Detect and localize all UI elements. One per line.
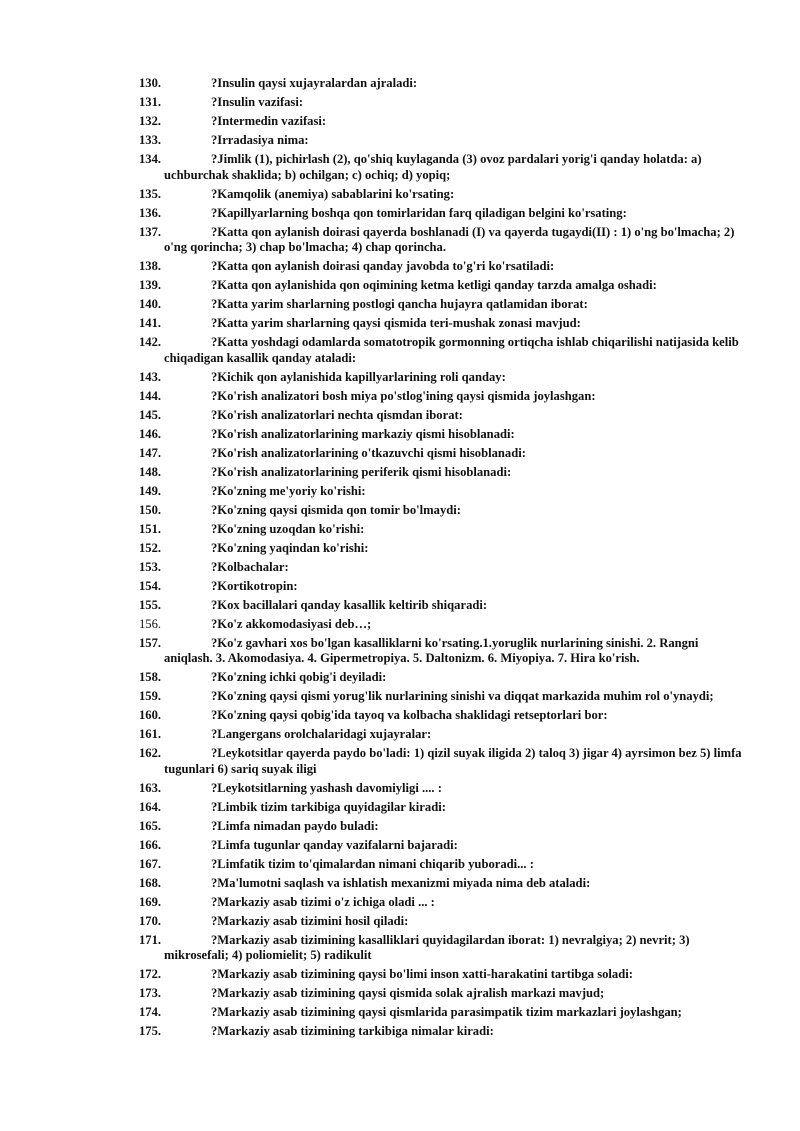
question-number: 168. — [139, 875, 162, 890]
question-text: ?Limfa tugunlar qanday vazifalarni bajaradi: — [211, 837, 458, 852]
question-item — [0, 206, 800, 222]
question-number: 173. — [139, 986, 162, 1000]
question-item — [0, 278, 800, 294]
question-text: ?Insulin qaysi xujayralardan ajraladi: — [211, 76, 418, 90]
question-text: ?Katta qon aylanish doirasi qayerda boshlanadi (I) va qayerda tugaydi(II) : 1) o'ng bo'lmacha; 2) o'ng qorincha; 3) chap bo'lmacha; 4) chap qorincha. — [164, 224, 735, 254]
question-item — [0, 389, 800, 405]
question-item — [0, 689, 800, 705]
question-text: ?Markaziy asab tizimining tarkibiga nimalar kiradi: — [211, 1024, 494, 1038]
question-text: ?Katta yoshdagi odamlarda somatotropik gormonning ortiqcha ishlab chiqarilishi natijasida kelib chiqadigan kasallik qanday ataladi: — [164, 335, 739, 365]
question-text: ?Kapillyarlarning boshqa qon tomirlaridan farq qiladigan belgini ko'rsating: — [211, 205, 627, 220]
question-item — [0, 152, 800, 183]
question-text: ?Markaziy asab tizimining qaysi qismida solak ajralish markazi mavjud; — [211, 986, 605, 1000]
question-item — [0, 522, 800, 538]
question-number: 136. — [139, 205, 162, 220]
question-item — [0, 76, 800, 92]
question-number: 148. — [139, 464, 162, 479]
question-item — [0, 1024, 800, 1040]
question-list — [0, 76, 800, 1043]
question-text: ?Leykotsitlarning yashash davomiyligi .... : — [211, 780, 442, 795]
question-text: ?Intermedin vazifasi: — [211, 114, 327, 128]
question-number: 161. — [139, 727, 162, 741]
question-item — [0, 335, 800, 366]
question-text: ?Kortikotropin: — [211, 578, 298, 593]
question-text: ?Ko'zning qaysi qobig'ida tayoq va kolbacha shaklidagi retseptorlari bor: — [211, 708, 608, 722]
question-text: ?Kichik qon aylanishida kapillyarlarining roli qanday: — [211, 369, 506, 384]
question-item — [0, 187, 800, 203]
question-text: ?Kolbachalar: — [211, 559, 289, 574]
question-item — [0, 446, 800, 462]
question-text: ?Katta qon aylanishida qon oqimining ketma ketligi qanday tarzda amalga oshadi: — [211, 278, 657, 292]
question-text: ?Ko'zning qaysi qismi yorug'lik nurlarining sinishi va diqqat markazida muhim rol o'ynaydi; — [211, 689, 714, 703]
question-item — [0, 857, 800, 873]
question-item — [0, 95, 800, 111]
question-number: 134. — [139, 152, 162, 166]
question-item — [0, 636, 800, 667]
question-number: 164. — [139, 799, 162, 814]
question-number: 133. — [139, 133, 162, 147]
question-number: 162. — [139, 746, 162, 760]
question-text: ?Irradasiya nima: — [211, 133, 309, 147]
question-item — [0, 408, 800, 424]
question-item — [0, 895, 800, 911]
question-item — [0, 297, 800, 313]
question-text: ?Ma'lumotni saqlash va ishlatish mexanizmi miyada nima deb ataladi: — [211, 875, 591, 890]
question-number: 172. — [139, 967, 162, 981]
question-number: 159. — [139, 689, 162, 703]
question-text: ?Kox bacillalari qanday kasallik keltirib shiqaradi: — [211, 597, 488, 612]
question-item — [0, 541, 800, 557]
question-number: 143. — [139, 369, 162, 384]
question-number: 130. — [139, 76, 162, 90]
question-number: 138. — [139, 259, 162, 273]
question-item — [0, 1005, 800, 1021]
question-text: ?Ko'zning qaysi qismida qon tomir bo'lmaydi: — [211, 502, 461, 517]
question-text: ?Katta yarim sharlarning postlogi qancha hujayra qatlamidan iborat: — [211, 297, 588, 311]
question-text: ?Insulin vazifasi: — [211, 95, 304, 109]
question-number: 157. — [139, 635, 162, 650]
question-number: 149. — [139, 483, 162, 498]
question-text: ?Ko'z akkomodasiyasi deb…; — [211, 616, 372, 631]
question-number: 140. — [139, 297, 162, 311]
question-item — [0, 427, 800, 443]
question-text: ?Ko'rish analizatorlarining periferik qismi hisoblanadi: — [211, 464, 512, 479]
question-item — [0, 484, 800, 500]
question-number: 155. — [139, 597, 162, 612]
question-item — [0, 503, 800, 519]
question-item — [0, 819, 800, 835]
question-text: ?Ko'rish analizatorlarining o'tkazuvchi qismi hisoblanadi: — [211, 445, 526, 460]
question-item — [0, 800, 800, 816]
question-number: 160. — [139, 708, 162, 722]
question-text: ?Ko'zning yaqindan ko'rishi: — [211, 540, 369, 555]
question-text: ?Ko'zning me'yoriy ko'rishi: — [211, 483, 366, 498]
question-number: 165. — [139, 818, 162, 833]
question-text: ?Markaziy asab tizimining qaysi qismlarida parasimpatik tizim markazlari joylashgan; — [211, 1005, 682, 1019]
question-text: ?Kamqolik (anemiya) sabablarini ko'rsating: — [211, 186, 455, 201]
question-item — [0, 598, 800, 614]
question-item — [0, 114, 800, 130]
question-item — [0, 967, 800, 983]
question-number: 152. — [139, 540, 162, 555]
question-number: 150. — [139, 502, 162, 517]
question-item — [0, 986, 800, 1002]
question-item — [0, 617, 800, 633]
question-item — [0, 579, 800, 595]
question-text: ?Markaziy asab tizimini hosil qiladi: — [211, 913, 409, 928]
question-text: ?Markaziy asab tizimining qaysi bo'limi inson xatti-harakatini tartibga soladi: — [211, 967, 633, 981]
question-number: 171. — [139, 932, 162, 947]
question-text: ?Markaziy asab tizimining kasalliklari quyidagilardan iborat: 1) nevralgiya; 2) nevrit; 3) mikrosefali; 4) poliomielit; 5) radikulit — [164, 932, 690, 962]
question-item — [0, 933, 800, 964]
question-item — [0, 316, 800, 332]
question-text: ?Katta yarim sharlarning qaysi qismida teri-mushak zonasi mavjud: — [211, 316, 581, 330]
question-number: 170. — [139, 913, 162, 928]
question-number: 166. — [139, 837, 162, 852]
question-number: 151. — [139, 521, 162, 536]
question-item — [0, 746, 800, 777]
question-item — [0, 838, 800, 854]
question-text: ?Leykotsitlar qayerda paydo bo'ladi: 1) qizil suyak iligida 2) taloq 3) jigar 4) ayrsimon bez 5) limfa tugunlari 6) sariq suyak iligi — [164, 746, 742, 776]
question-item — [0, 225, 800, 256]
question-number: 169. — [139, 894, 162, 909]
question-number: 135. — [139, 186, 162, 201]
question-number: 144. — [139, 388, 162, 403]
question-number: 158. — [139, 670, 162, 684]
question-text: ?Limfatik tizim to'qimalardan nimani chiqarib yuboradi... : — [211, 856, 534, 871]
question-text: ?Markaziy asab tizimi o'z ichiga oladi ... : — [211, 894, 435, 909]
question-item — [0, 465, 800, 481]
question-number: 167. — [139, 856, 162, 871]
question-text: ?Ko'zning ichki qobig'i deyiladi: — [211, 670, 387, 684]
question-number: 131. — [139, 95, 162, 109]
question-number: 163. — [139, 780, 162, 795]
question-item — [0, 727, 800, 743]
question-text: ?Ko'zning uzoqdan ko'rishi: — [211, 521, 365, 536]
question-text: ?Limbik tizim tarkibiga quyidagilar kiradi: — [211, 799, 446, 814]
question-number: 146. — [139, 426, 162, 441]
question-number: 145. — [139, 407, 162, 422]
question-item — [0, 781, 800, 797]
question-item — [0, 876, 800, 892]
question-number: 132. — [139, 114, 162, 128]
question-number: 137. — [139, 224, 162, 239]
question-item — [0, 708, 800, 724]
question-item — [0, 259, 800, 275]
question-item — [0, 670, 800, 686]
question-number: 153. — [139, 559, 162, 574]
question-number: 147. — [139, 445, 162, 460]
question-number: 139. — [139, 278, 162, 292]
question-text: ?Jimlik (1), pichirlash (2), qo'shiq kuylaganda (3) ovoz pardalari yorig'i qanday holatda: a) uchburchak shaklida; b) ochilgan; c) ochiq; d) yopiq; — [164, 152, 702, 182]
question-number: 142. — [139, 335, 162, 349]
question-number: 154. — [139, 578, 162, 593]
question-text: ?Ko'rish analizatorlari nechta qismdan iborat: — [211, 407, 463, 422]
question-number: 156. — [139, 616, 162, 631]
question-text: ?Ko'z gavhari xos bo'lgan kasalliklarni ko'rsating.1.yoruglik nurlarining sinishi. 2. Rangni aniqlash. 3. Akomodasiya. 4. Gipermetropiya. 5. Daltonizm. 6. Miyopiya. 7. Hira ko'rish. — [164, 635, 699, 665]
question-item — [0, 560, 800, 576]
question-text: ?Langergans orolchalaridagi xujayralar: — [211, 727, 432, 741]
question-item — [0, 133, 800, 149]
question-item — [0, 370, 800, 386]
question-text: ?Ko'rish analizatorlarining markaziy qismi hisoblanadi: — [211, 426, 515, 441]
question-number: 174. — [139, 1005, 162, 1019]
question-number: 141. — [139, 316, 162, 330]
question-item — [0, 914, 800, 930]
question-text: ?Ko'rish analizatori bosh miya po'stlog'ining qaysi qismida joylashgan: — [211, 388, 596, 403]
question-number: 175. — [139, 1024, 162, 1038]
question-text: ?Katta qon aylanish doirasi qanday javobda to'g'ri ko'rsatiladi: — [211, 259, 555, 273]
question-text: ?Limfa nimadan paydo buladi: — [211, 818, 379, 833]
